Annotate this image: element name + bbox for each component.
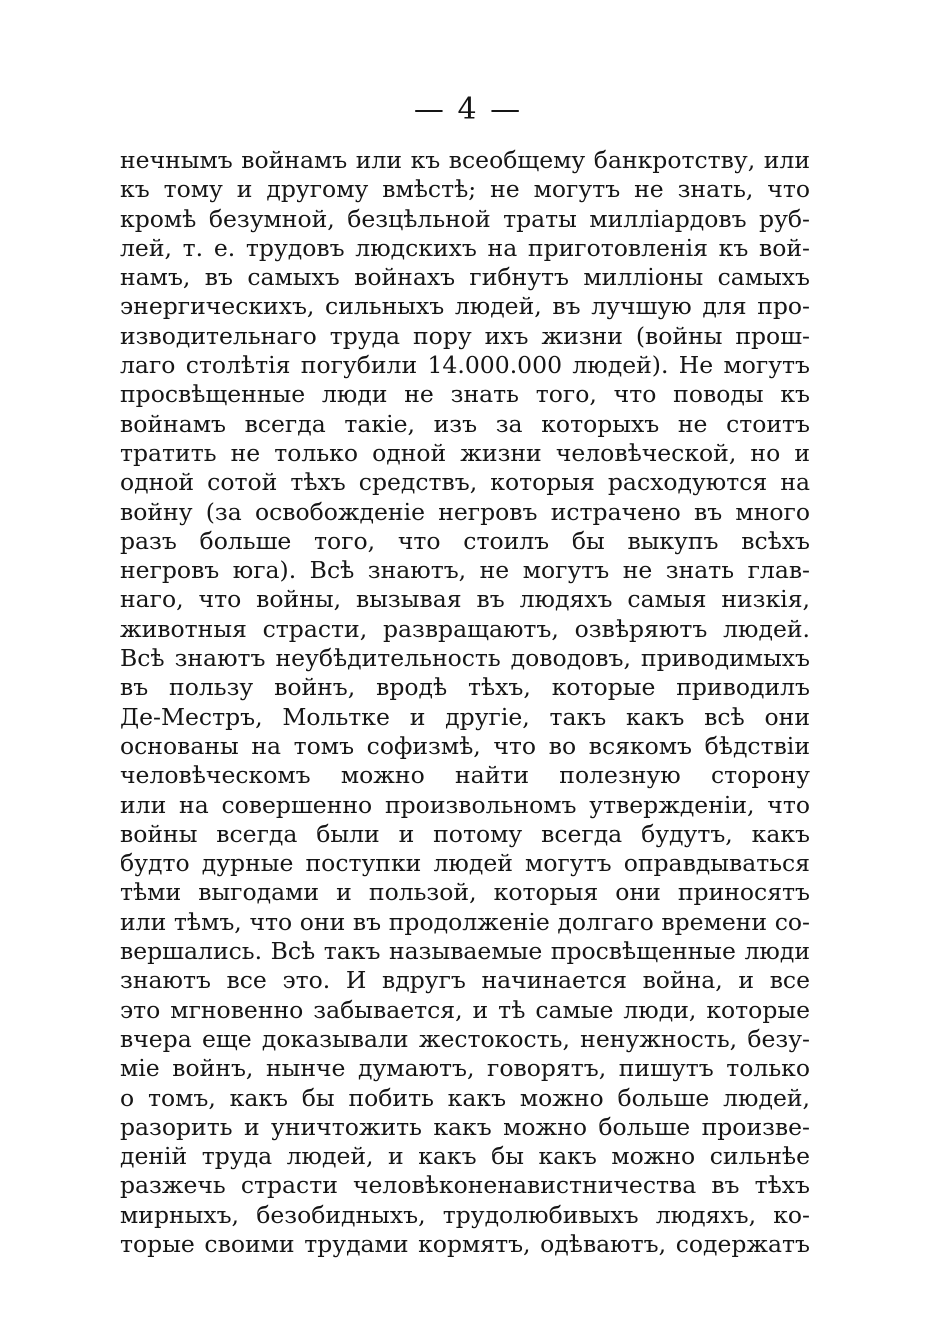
text-line: лей, т. е. трудовъ людскихъ на приготовленiя къ вой- [120, 233, 810, 262]
text-line: разжечь страсти человѣконенавистничества въ тѣхъ [120, 1171, 810, 1200]
text-line: нечнымъ войнамъ или къ всеобщему банкротству, или [120, 146, 810, 174]
text-line: Всѣ знаютъ неубѣдительность доводовъ, приводимыхъ [120, 644, 810, 673]
text-line: разорить и уничтожить какъ можно больше произве- [120, 1112, 810, 1141]
text-line: негровъ юга). Всѣ знаютъ, не могутъ не знать глав- [120, 556, 810, 585]
text-line: денiй труда людей, и какъ бы какъ можно сильнѣе [120, 1142, 810, 1171]
text-line: кромѣ безумной, безцѣльной траты миллiардовъ руб- [120, 204, 810, 233]
text-line: войнамъ всегда такiе, изъ за которыхъ не стоитъ [120, 409, 810, 438]
text-line: наго, что войны, вызывая въ людяхъ самыя низкiя, [120, 585, 810, 614]
text-line: войны всегда были и потому всегда будутъ, какъ [120, 819, 810, 848]
text-line: къ тому и другому вмѣстѣ; не могутъ не знать, что [120, 175, 810, 204]
text-line: или тѣмъ, что они въ продолженiе долгаго времени со- [120, 907, 810, 936]
page-number: — 4 — [413, 92, 523, 127]
text-line: мiе войнъ, нынче думаютъ, говорятъ, пишутъ только [120, 1054, 810, 1083]
text-line: вершались. Всѣ такъ называемые просвѣщенные люди [120, 937, 810, 966]
text-line: тратить не только одной жизни человѣческой, но и [120, 438, 810, 467]
text-line: основаны на томъ софизмѣ, что во всякомъ бѣдствiи [120, 731, 810, 760]
text-line: знаютъ все это. И вдругъ начинается война, и все [120, 966, 810, 995]
text-line: одной сотой тѣхъ средствъ, которыя расходуются на [120, 468, 810, 497]
text-line: торые своими трудами кормятъ, одѣваютъ, содержатъ [120, 1229, 810, 1258]
text-line: Де-Местръ, Мольтке и другiе, такъ какъ всѣ они [120, 702, 810, 731]
text-line: въ пользу войнъ, вродѣ тѣхъ, которые приводилъ [120, 673, 810, 702]
text-line: о томъ, какъ бы побить какъ можно больше людей, [120, 1083, 810, 1112]
text-line: намъ, въ самыхъ войнахъ гибнутъ миллiоны самыхъ [120, 263, 810, 292]
text-line: человѣческомъ можно найти полезную сторону [120, 761, 810, 790]
text-line: лаго столѣтiя погубили 14.000.000 людей). Не могутъ [120, 351, 810, 380]
text-line: просвѣщенные люди не знать того, что поводы къ [120, 380, 810, 409]
text-line: войну (за освобожденiе негровъ истрачено въ много [120, 497, 810, 526]
text-line: животныя страсти, развращаютъ, озвѣряютъ людей. [120, 614, 810, 643]
text-line: тѣми выгодами и пользой, которыя они приносятъ [120, 878, 810, 907]
text-line: или на совершенно произвольномъ утвержденiи, что [120, 790, 810, 819]
text-line: изводительнаго труда пору ихъ жизни (войны прош- [120, 321, 810, 350]
text-line: энергическихъ, сильныхъ людей, въ лучшую для про- [120, 292, 810, 321]
text-line: разъ больше того, что стоилъ бы выкупъ всѣхъ [120, 526, 810, 555]
text-line: мирныхъ, безобидныхъ, трудолюбивыхъ людяхъ, ко- [120, 1200, 810, 1229]
text-line: будто дурные поступки людей могутъ оправдываться [120, 849, 810, 878]
text-line: это мгновенно забывается, и тѣ самые люди, которые [120, 995, 810, 1024]
body-text [120, 146, 810, 1259]
text-line: вчера еще доказывали жестокость, ненужность, безу- [120, 1024, 810, 1053]
